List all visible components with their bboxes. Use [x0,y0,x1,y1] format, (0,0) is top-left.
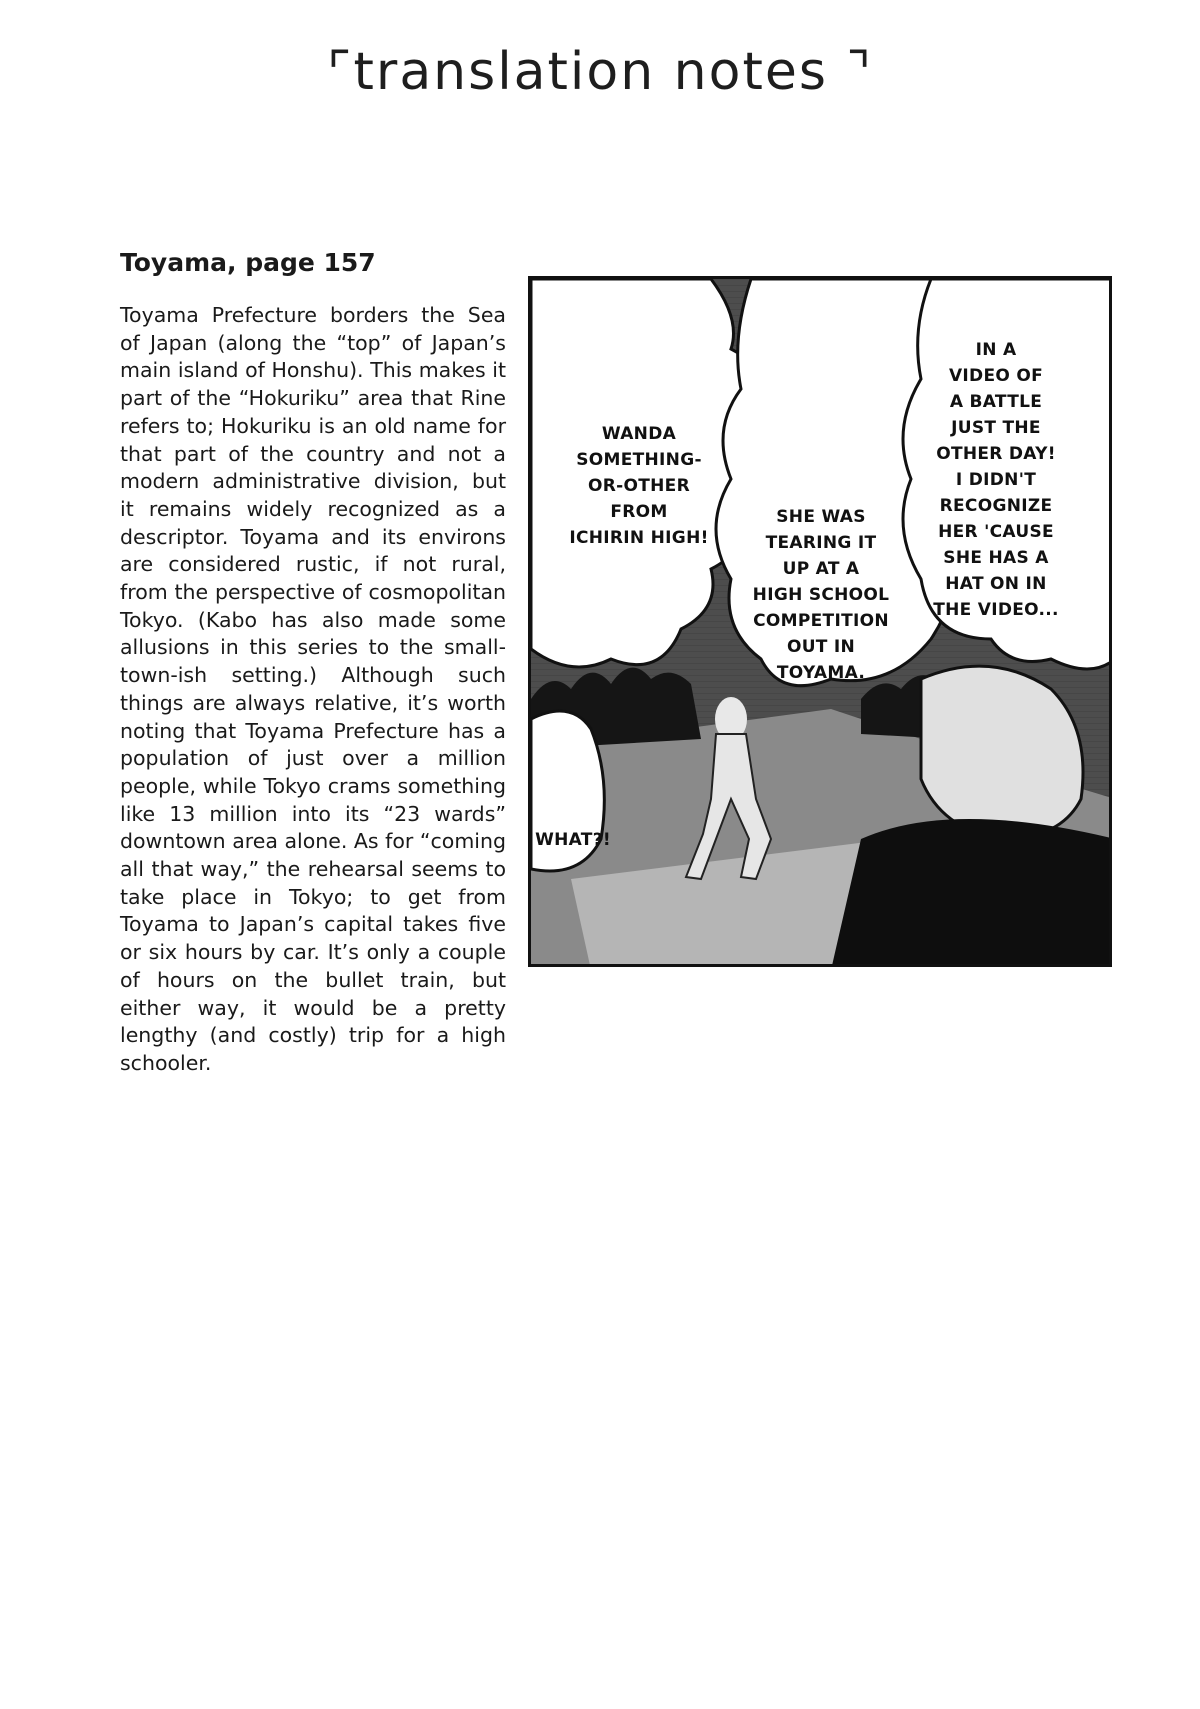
bubble-text-video: IN A VIDEO OF A BATTLE JUST THE OTHER DAY! I DIDN'T RECOGNIZE HER 'CAUSE SHE HAS A HAT ON IN THE VIDEO... [933,340,1059,620]
manga-panel [528,276,1112,967]
note-heading: Toyama, page 157 [120,248,376,277]
bubble-text-what: WHAT?! [535,830,611,850]
note-body: Toyama Prefecture borders the Sea of Japan (along the “top” of Japan’s main island of Honshu). This makes it part of the “Hokuriku” area that Rine refers to; Hokuriku is an old name for that part of the country and not a modern administrative division, but it remains widely recognized as a descriptor. Toyama and its environs are considered rustic, if not rural, from the perspective of cosmopolitan Tokyo. (Kabo has also made some allusions in this series to the small-town-ish setting.) Although such things are always relative, it’s worth noting that Toyama Prefecture has a population of just over a million people, while Tokyo crams something like 13 million into its “23 wards” downtown area alone. As for “coming all that way,” the rehearsal seems to take place in Tokyo; to get from Toyama to Japan’s capital takes five or six hours by car. It’s only a couple of hours on the bullet train, but either way, it would be a pretty lengthy (and costly) trip for a high schooler. [120,303,506,1075]
bubble-text-wanda: WANDA SOMETHING- OR-OTHER FROM ICHIRIN HIGH! [569,424,709,548]
bubble-text-tearing: SHE WAS TEARING IT UP AT A HIGH SCHOOL COMPETITION OUT IN TOYAMA. [752,507,890,683]
page-title: ⌜translation notes ⌝ [327,42,873,102]
